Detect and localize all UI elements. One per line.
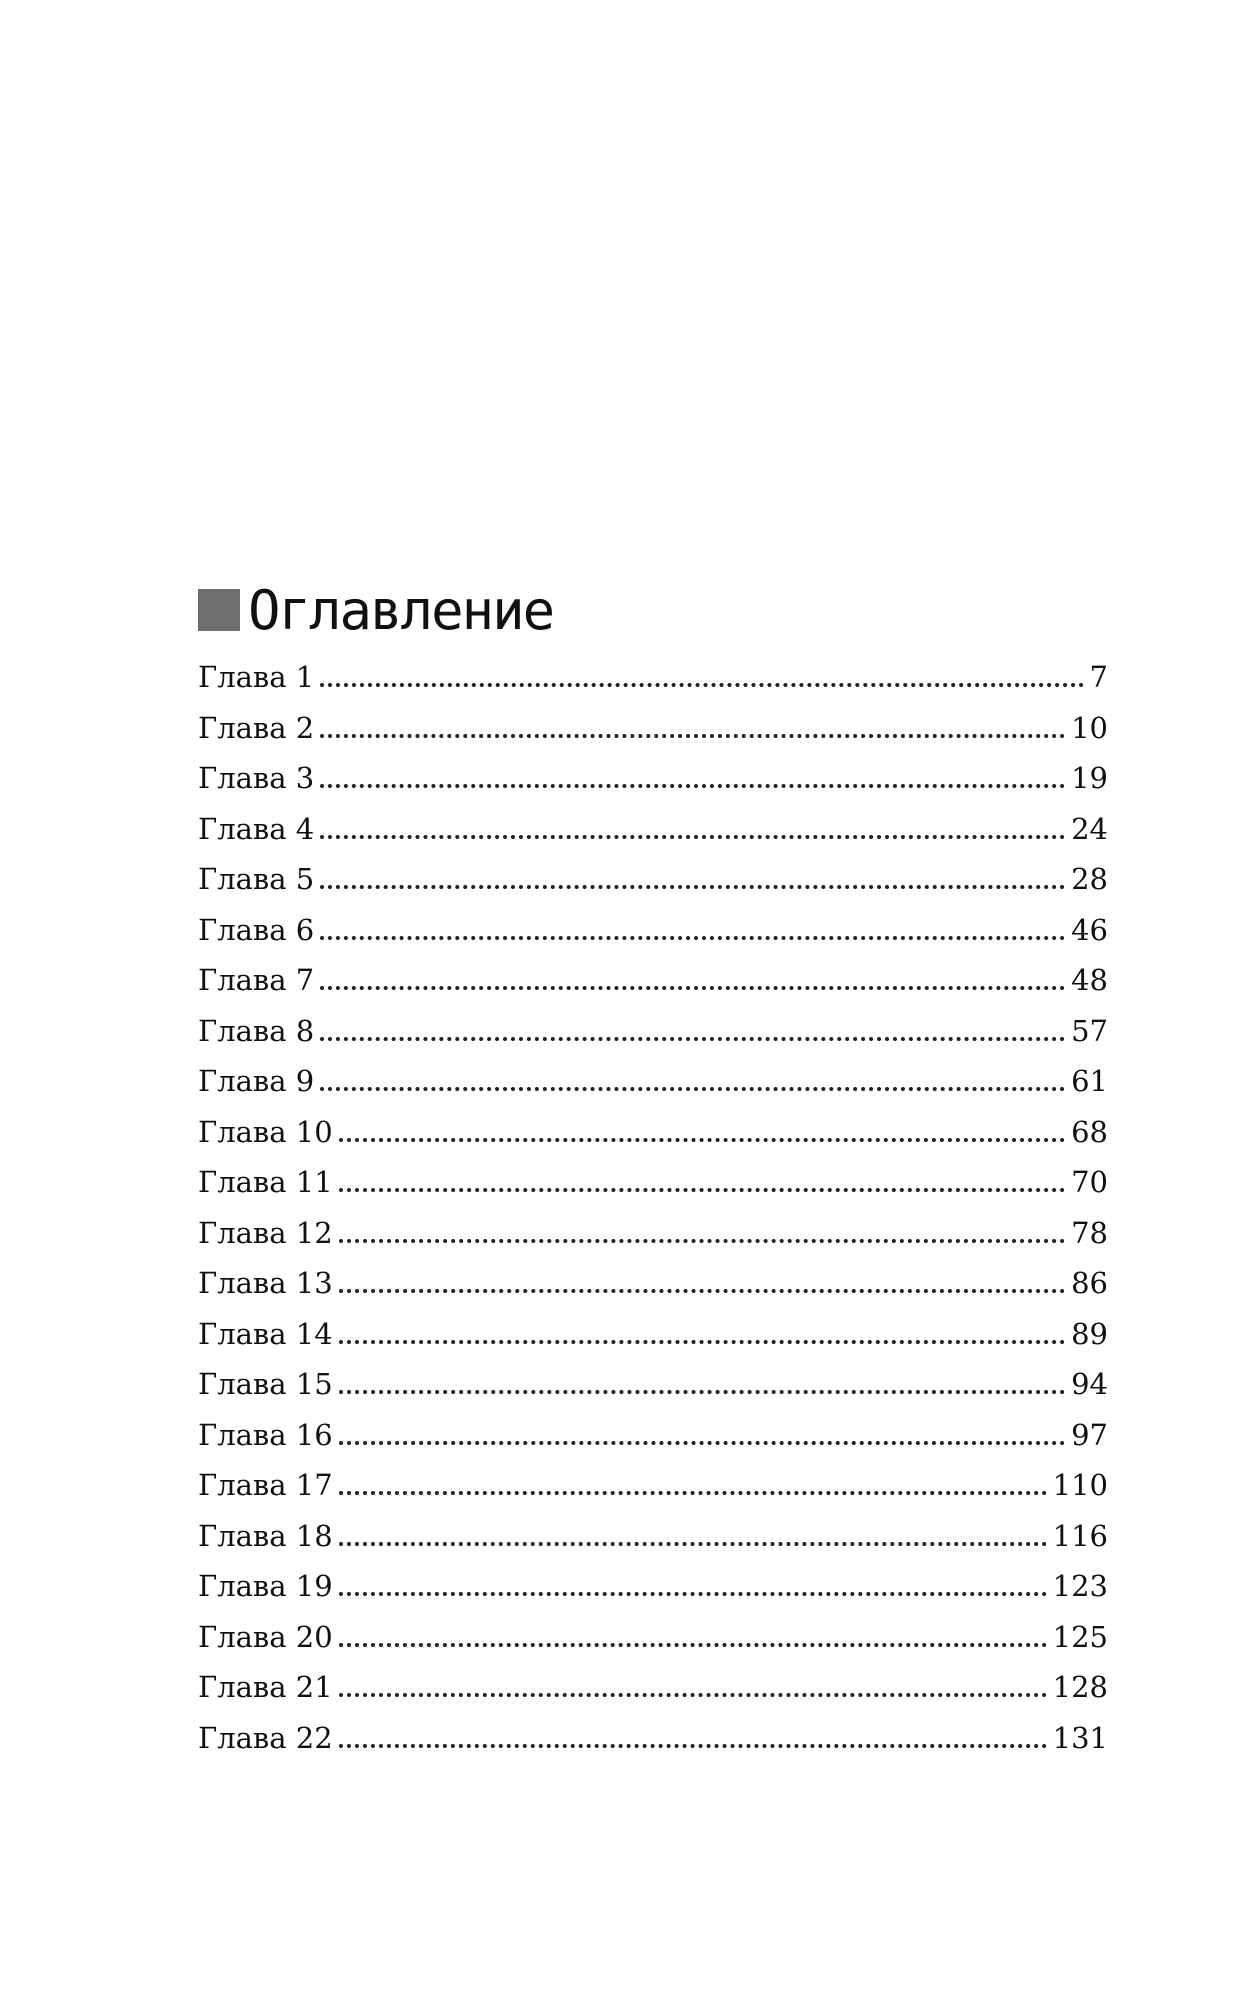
dot-leader: [320, 885, 1065, 889]
toc-entry: [198, 1569, 1108, 1620]
toc-entry: [198, 1014, 1108, 1065]
toc-entry: [198, 1519, 1108, 1570]
toc-entry: [198, 862, 1108, 913]
chapter-label: Глава 11: [198, 1165, 333, 1199]
dot-leader: [339, 1643, 1047, 1647]
dot-leader: [339, 1188, 1065, 1192]
toc-entry: [198, 1165, 1108, 1216]
page-number: 28: [1071, 862, 1108, 896]
toc-entry: [198, 963, 1108, 1014]
table-of-contents: [198, 572, 1108, 1771]
chapter-label: Глава 19: [198, 1569, 333, 1603]
page-number: 70: [1071, 1165, 1108, 1199]
page-number: 116: [1052, 1518, 1108, 1553]
chapter-label: Глава 3: [198, 761, 315, 795]
dot-leader: [339, 1542, 1047, 1546]
toc-entry: [198, 1670, 1108, 1721]
dot-leader: [339, 1592, 1047, 1596]
dot-leader: [339, 1491, 1047, 1495]
toc-entry: [198, 1721, 1108, 1772]
chapter-label: Глава 12: [198, 1215, 333, 1250]
page-number: 19: [1071, 761, 1108, 795]
page-number: 7: [1089, 660, 1108, 694]
chapter-label: Глава 14: [198, 1316, 333, 1351]
dot-leader: [320, 936, 1065, 940]
toc-entry: [198, 1620, 1108, 1671]
toc-entry: [198, 1064, 1108, 1115]
dot-leader: [339, 1138, 1065, 1142]
dot-leader: [320, 734, 1065, 738]
page-number: 110: [1052, 1468, 1108, 1502]
toc-entry: [198, 1266, 1108, 1317]
dot-leader: [320, 835, 1065, 839]
page-number: 131: [1052, 1720, 1108, 1755]
heading-square-marker: [198, 589, 240, 631]
page-number: 57: [1071, 1013, 1108, 1048]
page-number: 48: [1071, 963, 1108, 997]
chapter-label: Глава 8: [198, 1013, 315, 1048]
chapter-label: Глава 7: [198, 963, 315, 997]
toc-entry: [198, 1367, 1108, 1418]
chapter-label: Глава 10: [198, 1114, 333, 1149]
toc-entry: [198, 1216, 1108, 1267]
chapter-label: Глава 22: [198, 1720, 333, 1755]
chapter-label: Глава 17: [198, 1468, 333, 1502]
page-number: 24: [1071, 811, 1108, 846]
page-number: 97: [1071, 1417, 1108, 1452]
page-number: 46: [1071, 912, 1108, 947]
toc-entry: [198, 660, 1108, 711]
dot-leader: [339, 1390, 1065, 1394]
dot-leader: [339, 1441, 1065, 1445]
toc-entry: [198, 711, 1108, 762]
toc-entry: [198, 1317, 1108, 1368]
dot-leader: [320, 986, 1065, 990]
chapter-label: Глава 15: [198, 1367, 333, 1401]
page-number: 10: [1071, 710, 1108, 745]
toc-entry: [198, 913, 1108, 964]
toc-entry: [198, 812, 1108, 863]
chapter-label: Глава 1: [198, 660, 315, 694]
toc-entry: [198, 1418, 1108, 1469]
page-number: 78: [1071, 1215, 1108, 1250]
toc-entry: [198, 1115, 1108, 1166]
dot-leader: [339, 1744, 1047, 1748]
toc-heading: [198, 572, 1108, 648]
chapter-label: Глава 21: [198, 1670, 333, 1704]
page-number: 123: [1052, 1569, 1108, 1603]
page-number: 68: [1071, 1114, 1108, 1149]
dot-leader: [320, 683, 1083, 687]
chapter-label: Глава 13: [198, 1266, 333, 1300]
toc-title: Оглавление: [248, 578, 554, 642]
chapter-label: Глава 6: [198, 912, 315, 947]
dot-leader: [339, 1693, 1047, 1697]
dot-leader: [339, 1289, 1065, 1293]
chapter-label: Глава 9: [198, 1064, 315, 1098]
dot-leader: [320, 1037, 1065, 1041]
toc-list: [198, 660, 1108, 1771]
chapter-label: Глава 5: [198, 862, 315, 896]
toc-entry: [198, 1468, 1108, 1519]
dot-leader: [339, 1340, 1065, 1344]
dot-leader: [320, 784, 1065, 788]
page-number: 86: [1071, 1266, 1108, 1300]
page-number: 128: [1052, 1670, 1108, 1704]
chapter-label: Глава 4: [198, 811, 315, 846]
page-number: 89: [1071, 1316, 1108, 1351]
chapter-label: Глава 20: [198, 1619, 333, 1654]
dot-leader: [339, 1239, 1065, 1243]
chapter-label: Глава 2: [198, 710, 315, 745]
toc-entry: [198, 761, 1108, 812]
chapter-label: Глава 16: [198, 1417, 333, 1452]
dot-leader: [320, 1087, 1065, 1091]
page-number: 125: [1052, 1619, 1108, 1654]
page-number: 61: [1071, 1064, 1108, 1098]
page-number: 94: [1071, 1367, 1108, 1401]
chapter-label: Глава 18: [198, 1518, 333, 1553]
